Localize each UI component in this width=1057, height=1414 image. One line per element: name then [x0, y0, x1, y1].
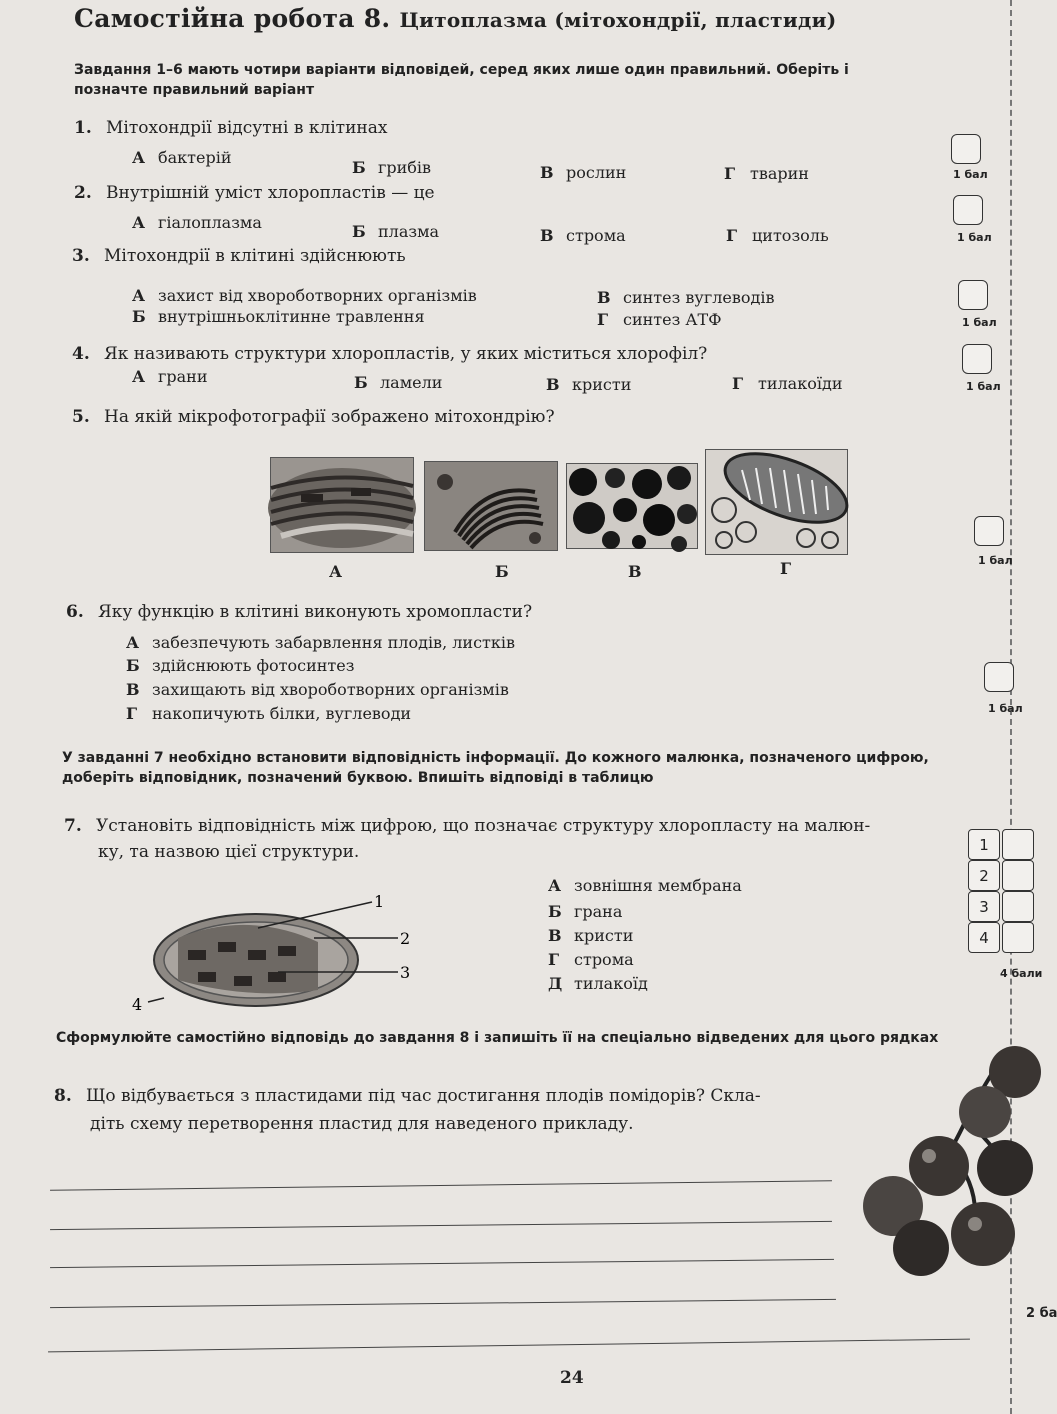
q6-points: 1 бал [988, 702, 1023, 715]
answer-row-4: 4 [968, 922, 1036, 953]
q7-option-b: Б грана [548, 902, 623, 921]
page-title: Самостійна робота 8. Цитоплазма (мітохондрії, пластиди) [74, 4, 837, 33]
question-8: 8. Що відбувається з пластидами під час достигання плодів помідорів? Скла- [54, 1086, 761, 1106]
q2-option-a[interactable]: А гіалоплазма [132, 213, 262, 232]
q1-answer-box[interactable] [951, 134, 981, 164]
q6-option-g[interactable]: Г накопичують білки, вуглеводи [126, 704, 412, 723]
answer-row-2: 2 [968, 860, 1036, 891]
q6-option-b[interactable]: Б здійснюють фотосинтез [126, 656, 355, 675]
answer-row-1: 1 [968, 829, 1036, 860]
diagram-label-2: 2 [400, 929, 411, 948]
question-2: 2. Внутрішній уміст хлоропластів — це [74, 183, 435, 203]
q6-option-a[interactable]: А забезпечують забарвлення плодів, листків [126, 633, 515, 652]
q6-answer-box[interactable] [984, 662, 1014, 692]
q4-option-a[interactable]: А грани [132, 367, 208, 386]
q3-option-g[interactable]: Г синтез АТФ [597, 310, 722, 329]
q5-points: 1 бал [978, 554, 1013, 567]
answer-line-2[interactable] [50, 1221, 832, 1230]
answer-cell-1[interactable] [1002, 829, 1034, 860]
tomato-image [855, 1042, 1049, 1284]
q7-option-a: А зовнішня мембрана [548, 876, 742, 895]
diagram-label-3: 3 [400, 963, 411, 982]
q3-points: 1 бал [962, 316, 997, 329]
question-6: 6. Яку функцію в клітині виконують хромопласти? [66, 602, 533, 622]
q7-option-d: Д тилакоїд [548, 974, 648, 993]
q7-answer-table [968, 829, 1036, 953]
q5-answer-box[interactable] [974, 516, 1004, 546]
diagram-label-4: 4 [132, 995, 143, 1014]
question-8-line2: діть схему перетворення пластид для наведеного прикладу. [90, 1114, 634, 1134]
q4-points: 1 бал [966, 380, 1001, 393]
q2-option-g[interactable]: Г цитозоль [726, 226, 829, 245]
micrograph-label-g: Г [780, 559, 792, 578]
micrograph-b[interactable] [424, 461, 558, 551]
question-1: 1. Мітохондрії відсутні в клітинах [74, 118, 388, 138]
answer-line-4[interactable] [50, 1299, 836, 1308]
q1-option-a[interactable]: А бактерій [132, 148, 232, 167]
q4-option-v[interactable]: В кристи [546, 375, 632, 394]
question-7: 7. Установіть відповідність між цифрою, що позначає структуру хлоропласту на малюн- [64, 816, 871, 836]
q7-option-g: Г строма [548, 950, 634, 969]
question-7-line2: ку, та назвою цієї структури. [98, 842, 360, 862]
answer-cell-4[interactable] [1002, 922, 1034, 953]
page-number: 24 [560, 1368, 584, 1388]
micrograph-v[interactable] [566, 463, 698, 549]
question-4: 4. Як називають структури хлоропластів, у яких міститься хлорофіл? [72, 344, 708, 364]
micrograph-label-a: А [329, 562, 343, 581]
instructions-7: У завданні 7 необхідно встановити відповідність інформації. До кожного малюнка, позначеного цифрою, доберіть відповідник, позначений буквою. Впишіть відповіді в таблицю [62, 750, 929, 786]
q1-points: 1 бал [953, 168, 988, 181]
q3-option-a[interactable]: А захист від хвороботворних організмів [132, 286, 477, 305]
micrograph-label-b: Б [495, 562, 509, 581]
q1-option-v[interactable]: В рослин [540, 163, 627, 182]
q7-points: 4 бали [1000, 967, 1043, 980]
answer-cell-2[interactable] [1002, 860, 1034, 891]
q8-points: 2 ба [1026, 1306, 1057, 1321]
answer-row-3: 3 [968, 891, 1036, 922]
q1-option-b[interactable]: Б грибів [352, 158, 432, 177]
q3-option-v[interactable]: В синтез вуглеводів [597, 288, 775, 307]
micrograph-a[interactable] [270, 457, 414, 553]
answer-line-1[interactable] [50, 1180, 832, 1191]
q3-answer-box[interactable] [958, 280, 988, 310]
answer-line-3[interactable] [50, 1259, 834, 1268]
micrograph-label-v: В [628, 562, 642, 581]
q1-option-g[interactable]: Г тварин [724, 164, 809, 183]
q4-option-g[interactable]: Г тилакоїди [732, 374, 843, 393]
q3-option-b[interactable]: Б внутрішньоклітинне травлення [132, 307, 425, 326]
instructions-8: Сформулюйте самостійно відповідь до завдання 8 і запишіть її на спеціально відведених для цього рядках [56, 1030, 939, 1046]
diagram-label-1: 1 [374, 892, 385, 911]
q2-option-b[interactable]: Б плазма [352, 222, 440, 241]
q6-option-v[interactable]: В захищають від хвороботворних організмів [126, 680, 509, 699]
answer-line-5[interactable] [48, 1339, 970, 1353]
question-5: 5. На якій мікрофотографії зображено мітохондрію? [72, 407, 555, 427]
q4-answer-box[interactable] [962, 344, 992, 374]
question-3: 3. Мітохондрії в клітині здійснюють [72, 246, 406, 266]
q2-points: 1 бал [957, 231, 992, 244]
chloroplast-diagram [128, 880, 428, 1020]
micrograph-g[interactable] [705, 449, 848, 555]
answer-cell-3[interactable] [1002, 891, 1034, 922]
q2-answer-box[interactable] [953, 195, 983, 225]
q4-option-b[interactable]: Б ламели [354, 373, 443, 392]
q2-option-v[interactable]: В строма [540, 226, 626, 245]
q7-option-v: В кристи [548, 926, 634, 945]
instructions-1-6: Завдання 1–6 мають чотири варіанти відповідей, серед яких лише один правильний. Оберіть і позначте правильний варіант [74, 62, 849, 98]
